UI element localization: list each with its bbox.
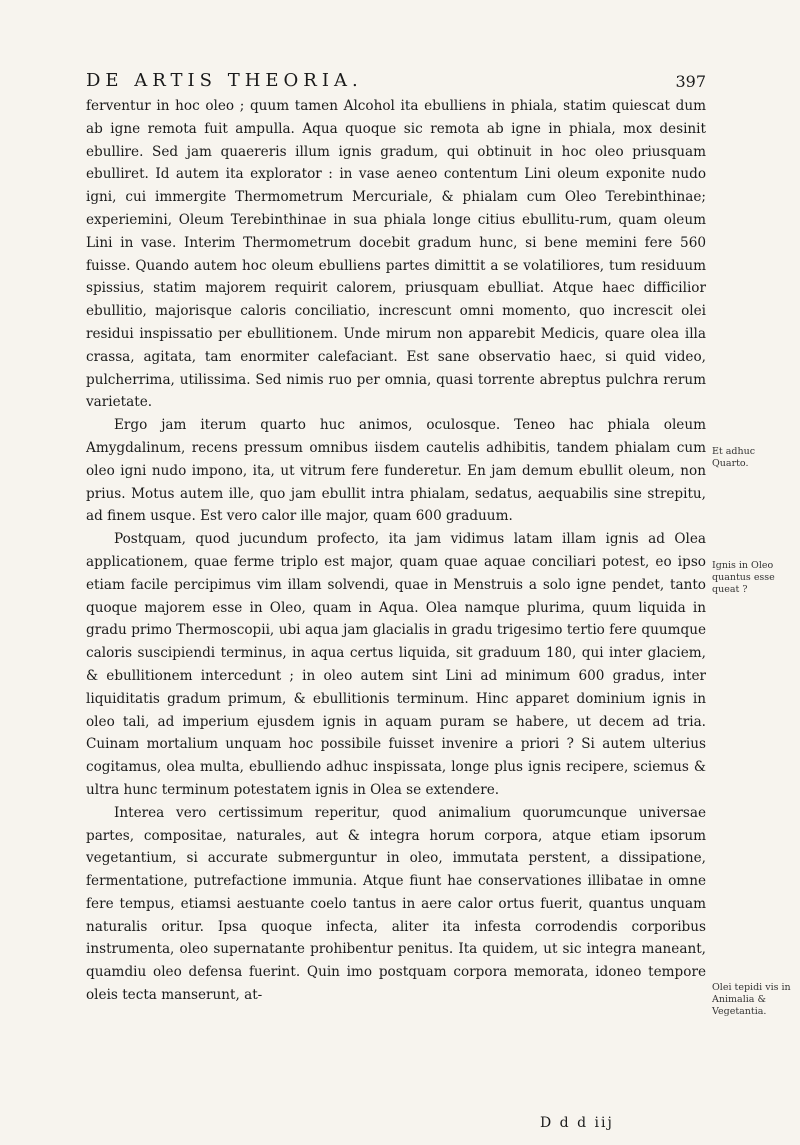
paragraph: ferventur in hoc oleo ; quum tamen Alcohol ita ebulliens in phiala, statim quiescat dum ab igne remota fuit ampulla. Aqua quoque sic remota ab igne in phiala, mox desinit ebullire. Sed jam quaereris illum ignis gradum, qui obtinuit in hoc oleo priusquam ebulliret. Id autem ita explorator : in vase aeneo contentum Lini oleum exponite nudo igni, cui immergite Thermometrum Mercuriale, & phialam cum Oleo Terebinthinae; experiemini, Oleum Terebinthinae in sua phiala longe citius ebullitu-rum, quam oleum Lini in vase. Interim Thermometrum docebit gradum hunc, si bene memini fere 560 fuisse. Quando autem hoc oleum ebulliens partes dimittit a se volatiliores, tum residuum spissius, statim majorem requirit calorem, priusquam ebulliat. Atque haec difficilior ebullitio, majorisque caloris conciliatio, increscunt omni momento, quo increscit olei residui inspissatio per ebullitionem. Unde mirum non apparebit Medicis, quare olea illa crassa, agitata, tam enormiter calefaciant. Est sane observatio haec, si quid video, pulcherrima, utilissima. Sed nimis ruo per omnia, quasi torrente abreptus pulchra rerum varietate. <box>86 98 706 411</box>
signature-mark: D d d iij <box>540 1115 614 1131</box>
page-header <box>86 70 706 92</box>
marginal-note: Ignis in Oleo quantus esse queat ? <box>712 560 775 595</box>
marginal-note: Et adhuc Quarto. <box>712 446 756 469</box>
marginal-note: Olei tepidi vis in Animalia & Vegetantia. <box>712 982 791 1017</box>
body-text <box>86 95 706 1007</box>
paragraph: Ergo jam iterum quarto huc animos, oculosque. Teneo hac phiala oleum Amygdalinum, recens pressum omnibus iisdem cautelis adhibitis, tandem phialam cum oleo igni nudo impono, ita, ut vitrum fere funderetur. En jam demum ebullit oleum, non prius. Motus autem ille, quo jam ebullit intra phialam, sedatus, aequabilis sine strepitu, ad finem usque. Est vero calor ille major, quam 600 graduum. <box>86 417 706 525</box>
paragraph: Interea vero certissimum reperitur, quod animalium quorumcunque universae partes, compositae, naturales, aut & integra horum corpora, atque etiam ipsorum vegetantium, si accurate submerguntur in oleo, immutata perstent, a dissipatione, fermentatione, putrefactione immunia. Atque fiunt hae conservationes illibatae in omne fere tempus, etiamsi aestuante coelo tantus in aere calor ortus fuerit, quantus unquam naturalis oritur. Ipsa quoque infecta, aliter ita infesta corrodendis corporibus instrumenta, oleo supernatante prohibentur penitus. Ita quidem, ut sic integra maneant, quamdiu oleo defensa fuerint. Quin imo postquam corpora memorata, idoneo tempore oleis tecta manserunt, at- <box>86 804 706 1004</box>
page-number: 397 <box>675 72 706 91</box>
running-title: DE ARTIS THEORIA. <box>86 70 363 91</box>
paragraph: Postquam, quod jucundum profecto, ita jam vidimus latam illam ignis ad Olea applicationem, quae ferme triplo est major, quam quae aquae conciliari potest, eo ipso etiam facile percipimus vim illam solvendi, quae in Menstruis a solo igne pendet, tanto quoque majorem esse in Oleo, quam in Aqua. Olea namque plurima, quum liquida in gradu primo Thermoscopii, ubi aqua jam glacialis in gradu trigesimo tertio fere quumque caloris suscipiendi terminus, in aqua certus liquida, sit graduum 180, qui inter glaciem, & ebullitionem intercedunt ; in oleo autem sint Lini ad minimum 600 gradus, inter liquiditatis gradum primum, & ebullitionis terminum. Hinc apparet dominium ignis in oleo tali, ad imperium ejusdem ignis in aquam puram se habere, ut decem ad tria. Cuinam mortalium unquam hoc possibile fuisset invenire a priori ? Si autem ulterius cogitamus, olea multa, ebulliendo adhuc inspissata, longe plus ignis recipere, sciemus & ultra hunc terminum potestatem ignis in Olea se extendere. <box>86 531 706 798</box>
